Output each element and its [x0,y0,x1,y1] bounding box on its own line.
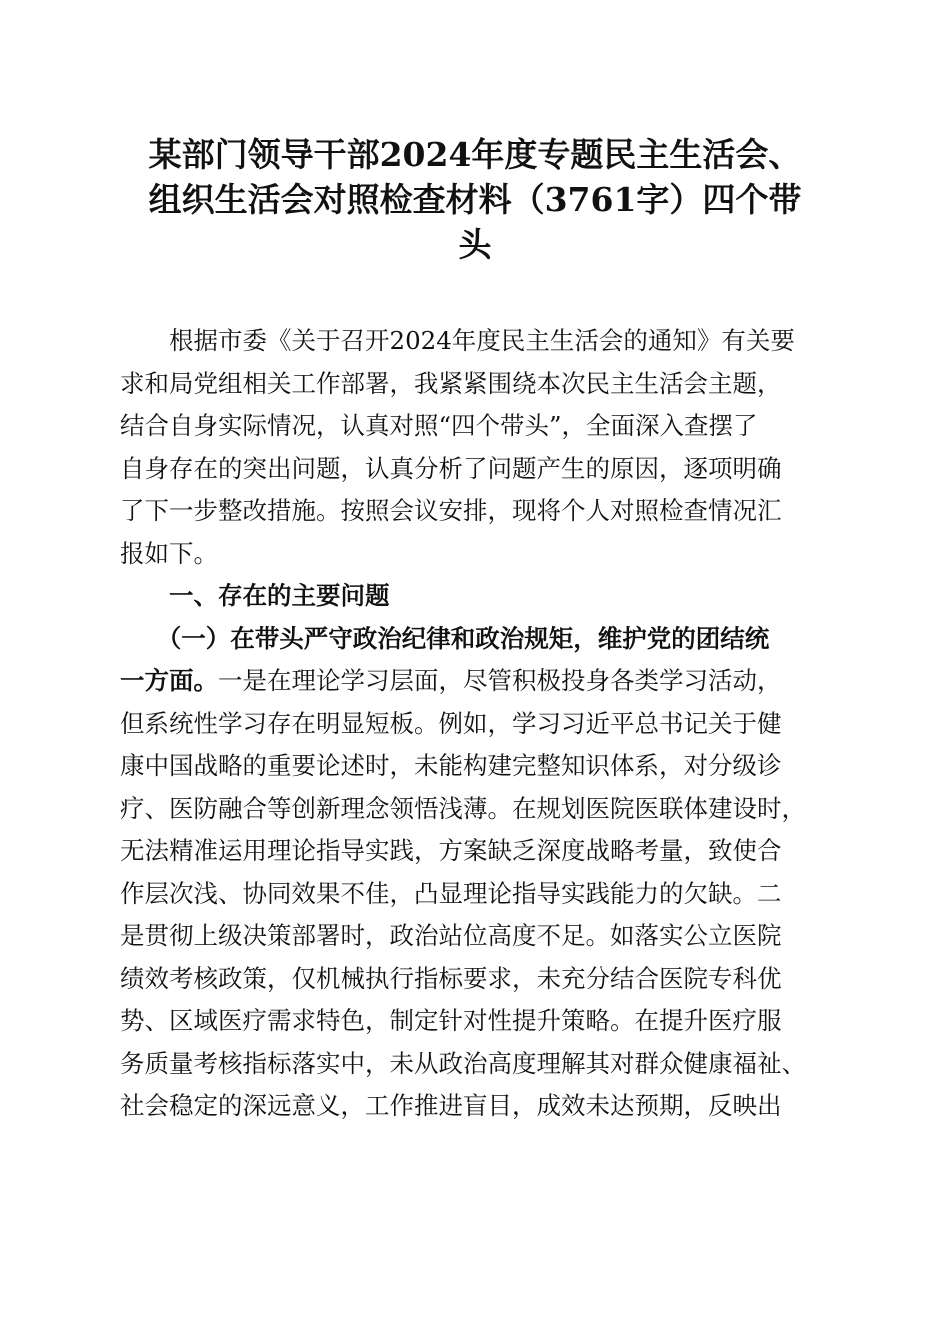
document-title [120,132,830,267]
intro-paragraph-line: 了下一步整改措施。按照会议安排，现将个人对照检查情况汇 [120,496,782,525]
subsection-heading-line: （一）在带头严守政治纪律和政治规矩，维护党的团结统 [120,623,770,653]
paragraph-line: 但系统性学习存在明显短板。例如，学习习近平总书记关于健 [120,708,782,738]
paragraph-line: 作层次浅、协同效果不佳，凸显理论指导实践能力的欠缺。二 [120,878,782,908]
intro-paragraph-line: 求和局党组相关工作部署，我紧紧围绕本次民主生活会主题， [120,368,782,398]
paragraph-line: 务质量考核指标落实中，未从政治高度理解其对群众健康福祉、 [120,1048,806,1078]
paragraph-line-rest: 一是在理论学习层面，尽管积极投身各类学习活动， [218,666,782,695]
intro-paragraph-line: 报如下。 [120,538,218,568]
title-line: 头 [458,225,492,264]
paragraph-line: 势、区域医疗需求特色，制定针对性提升策略。在提升医疗服 [120,1006,782,1035]
intro-paragraph-line: 自身存在的突出问题，认真分析了问题产生的原因，逐项明确 [120,453,782,483]
paragraph-line: 无法精准运用理论指导实践，方案缺乏深度战略考量，致使合 [120,836,782,865]
intro-paragraph-line: 根据市委《关于召开2024年度民主生活会的通知》有关要 [120,326,795,355]
paragraph-line: 康中国战略的重要论述时，未能构建完整知识体系，对分级诊 [120,751,782,780]
paragraph-line: 是贯彻上级决策部署时，政治站位高度不足。如落实公立医院 [120,921,782,950]
paragraph-line: 绩效考核政策，仅机械执行指标要求，未充分结合医院专科优 [120,963,782,993]
intro-paragraph-line: 结合自身实际情况，认真对照“四个带头”，全面深入查摆了 [120,411,758,440]
paragraph-line [120,660,832,703]
subsection-heading-end: 一方面。 [120,666,218,695]
paragraph-line: 社会稳定的深远意义，工作推进盲目，成效未达预期，反映出 [120,1091,782,1120]
section-heading: 一、存在的主要问题 [120,581,390,610]
paragraph-line: 疗、医防融合等创新理念领悟浅薄。在规划医院医联体建设时， [120,793,806,823]
document-body [120,320,832,1128]
title-line: 某部门领导干部2024年度专题民主生活会、 [148,135,802,174]
title-line: 组织生活会对照检查材料（3761字）四个带 [148,180,802,219]
